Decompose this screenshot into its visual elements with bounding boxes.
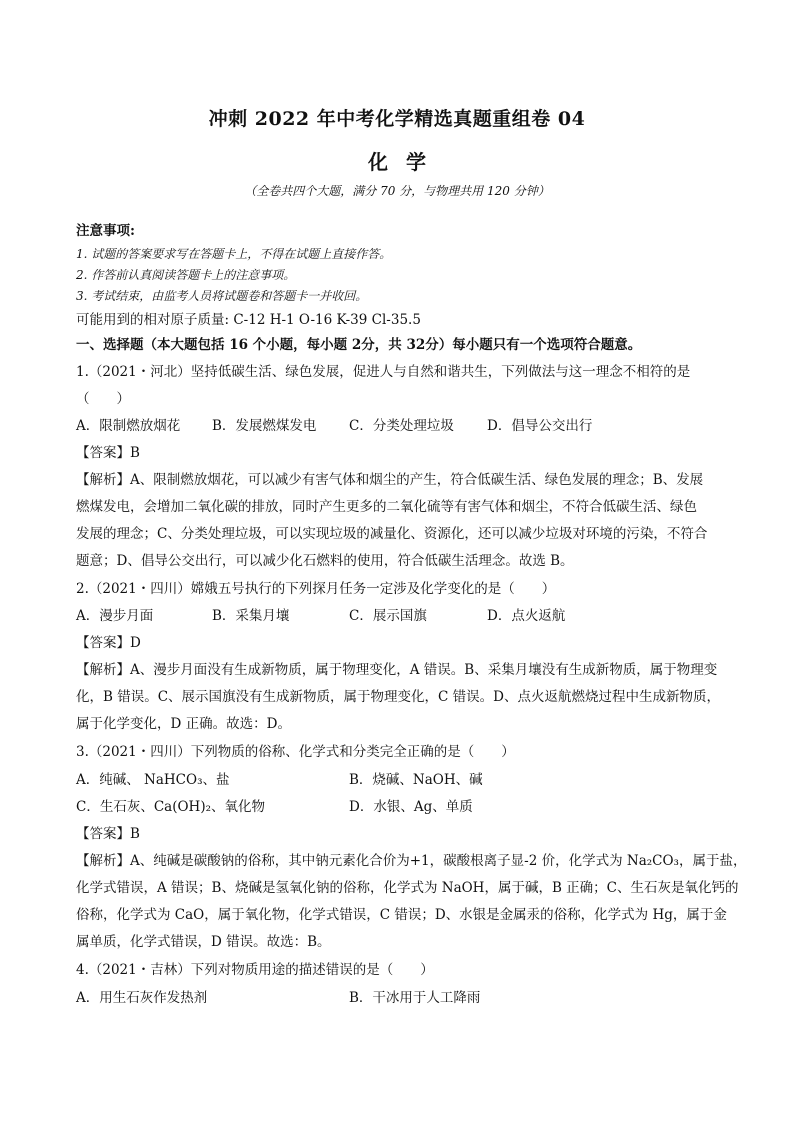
analysis-line: 燃煤发电，会增加二氧化碳的排放，同时产生更多的二氧化硫等有害气体和烟尘，不符合低碳生活、绿色: [76, 499, 697, 515]
atomic-masses: 可能用到的相对原子质量: C-12 H-1 O-16 K-39 Cl-35.5: [76, 312, 421, 328]
notes-item: 1. 试题的答案要求写在答题卡上，不得在试题上直接作答。: [76, 247, 392, 261]
analysis-line: 【解析】A、纯碱是碳酸钠的俗称，其中钠元素化合价为+1，碳酸根离子显-2 价，化学式为 Na₂CO₃，属于盐，: [76, 853, 747, 869]
analysis-line: 化学式错误，A 错误；B、烧碱是氢氧化钠的俗称，化学式为 NaOH，属于碱，B 正确；C、生石灰是氧化钙的: [76, 880, 739, 896]
subject-heading: 化学: [368, 150, 444, 174]
analysis-line: 化，B 错误。C、展示国旗没有生成新物质，属于物理变化，C 错误。D、点火返航燃烧过程中生成新物质，: [76, 689, 720, 705]
section-heading: 一、选择题（本大题包括 16 个小题，每小题 2分，共 32分）每小题只有一个选项符合题意。: [76, 337, 642, 353]
option-a: A．纯碱、 NaHCO₃、盐: [76, 772, 230, 788]
question-blank: （ ）: [76, 391, 130, 407]
question-stem: 3.（2021・四川）下列物质的俗称、化学式和分类完全正确的是（ ）: [76, 744, 515, 760]
notes-item: 3. 考试结束，由监考人员将试题卷和答题卡一并收回。: [76, 289, 368, 303]
question-stem: 2.（2021・四川）嫦娥五号执行的下列探月任务一定涉及化学变化的是（ ）: [76, 581, 556, 597]
option-d: D．水银、Ag、单质: [349, 799, 473, 815]
option-b: B．干冰用于人工降雨: [349, 990, 481, 1006]
analysis-line: 题意；D、倡导公交出行，可以减少化石燃料的使用，符合低碳生活理念。故选 B。: [76, 553, 574, 569]
option-b: B．发展燃煤发电: [212, 418, 317, 434]
analysis-line: 发展的理念；C、分类处理垃圾，可以实现垃圾的减量化、资源化，还可以减少垃圾对环境的污染，不符合: [76, 526, 708, 542]
option-a: A．用生石灰作发热剂: [76, 990, 208, 1006]
exam-info: （全卷共四个大题，满分 70 分，与物理共用 120 分钟）: [244, 184, 550, 198]
answer: 【答案】B: [76, 445, 140, 461]
option-b: B．采集月壤: [212, 608, 290, 624]
notes-heading: 注意事项:: [76, 223, 135, 239]
option-b: B．烧碱、NaOH、碱: [349, 772, 483, 788]
page-title: 冲刺 2022 年中考化学精选真题重组卷 04: [208, 108, 586, 130]
option-d: D．倡导公交出行: [487, 418, 593, 434]
option-c: C．分类处理垃圾: [349, 418, 454, 434]
option-d: D．点火返航: [487, 608, 566, 624]
option-a: A．漫步月面: [76, 608, 154, 624]
analysis-line: 【解析】A、漫步月面没有生成新物质，属于物理变化，A 错误。B、采集月壤没有生成新物质，属于物理变: [76, 662, 718, 678]
answer: 【答案】D: [76, 635, 141, 651]
question-stem: 4.（2021・吉林）下列对物质用途的描述错误的是（ ）: [76, 962, 434, 978]
option-c: C．生石灰、Ca(OH)₂、氧化物: [76, 799, 265, 815]
notes-item: 2. 作答前认真阅读答题卡上的注意事项。: [76, 268, 296, 282]
analysis-line: 【解析】A、限制燃放烟花，可以减少有害气体和烟尘的产生，符合低碳生活、绿色发展的理念；B、发展: [76, 472, 704, 488]
analysis-line: 属单质，化学式错误，D 错误。故选：B。: [76, 934, 331, 950]
analysis-line: 俗称，化学式为 CaO，属于氧化物，化学式错误，C 错误；D、水银是金属汞的俗称，化学式为 Hg，属于金: [76, 907, 727, 923]
question-stem: 1.（2021・河北）坚持低碳生活、绿色发展，促进人与自然和谐共生，下列做法与这一理念不相符的是: [76, 364, 691, 380]
option-a: A．限制燃放烟花: [76, 418, 181, 434]
analysis-line: 属于化学变化，D 正确。故选：D。: [76, 716, 291, 732]
option-c: C．展示国旗: [349, 608, 427, 624]
answer: 【答案】B: [76, 826, 140, 842]
